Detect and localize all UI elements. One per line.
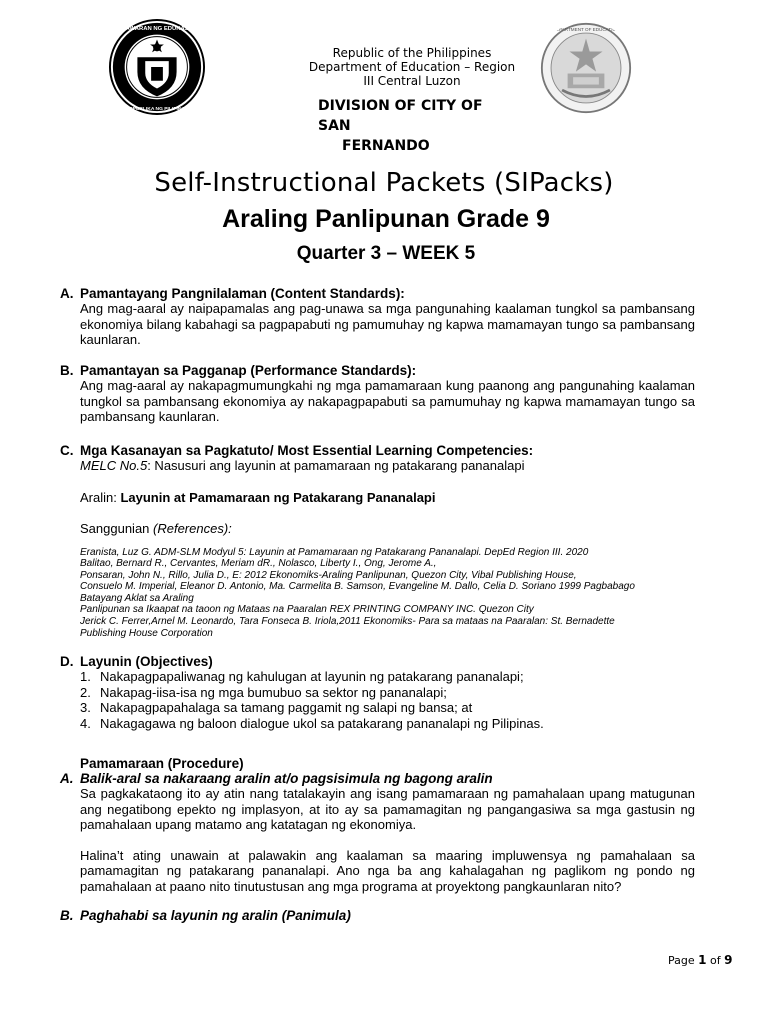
section-b-letter: B.: [60, 363, 74, 378]
page-total: 9: [724, 953, 733, 967]
document-title: Self-Instructional Packets (SIPacks): [154, 168, 614, 198]
page-word: Page: [668, 954, 699, 967]
section-d-title: Layunin (Objectives): [80, 654, 213, 669]
section-objectives: [60, 654, 695, 731]
sanggunian-label: Sanggunian: [80, 521, 154, 536]
melc-label: MELC No.5: [80, 458, 148, 473]
reference-item: Eranista, Luz G. ADM-SLM Modyul 5: Layunin at Pamamaraan ng Patakarang Pananalapi. DepEd Region III. 2020: [80, 546, 589, 558]
aralin-line: [80, 490, 695, 506]
list-item: [80, 716, 695, 732]
header-address: [292, 46, 532, 88]
melc-line: [80, 458, 695, 474]
aralin-title: Layunin at Pamamaraan ng Patakarang Pananalapi: [120, 489, 436, 505]
quarter-title: Quarter 3 – WEEK 5: [296, 243, 476, 264]
procedure-a-paragraph-1: Sa pagkakataong ito ay atin nang tatalakayin ang isang pamamaraan ng pamahalaan upang matugunan ang negatibong epekto ng implasyon, at ito ay sa pamamagitan ng pangangasiwa sa mga gastusin ng pamahalaan upang matamo ang katatagan ng ekonomiya.: [80, 786, 695, 832]
subject-title: Araling Panlipunan Grade 9: [222, 205, 550, 233]
header-line-region: III Central Luzon: [363, 74, 461, 88]
list-text: Nakapagpapahalaga sa tamang paggamit ng salapi ng bansa; at: [100, 700, 473, 715]
section-a-heading: [60, 286, 695, 301]
list-number: 4.: [80, 715, 91, 731]
procedure-b-title: Paghahabi sa layunin ng aralin (Panimula): [80, 908, 351, 923]
sanggunian-ref: (References):: [153, 521, 232, 536]
sanggunian-line: [80, 521, 695, 537]
section-d-heading: [60, 654, 695, 669]
division-seal-logo: [540, 20, 632, 116]
procedure-a-letter: A.: [60, 771, 74, 786]
section-a-body: Ang mag-aaral ay naipapamalas ang pag-unawa sa mga pangunahing kaalaman tungkol sa pambansang ekonomiya bilang kabahagi sa pagpapabuti ng pamumuhay ng kapwa mamamayan tungo sa pambansang kaunlaran.: [80, 301, 695, 347]
reference-item: Publishing House Corporation: [80, 627, 213, 639]
reference-item: Consuelo M. Imperial, Eleanor D. Antonio, Ma. Carmelita B. Samson, Evangeline M. Dallo, Celia D. Soriano 1999 Pagbabago: [80, 581, 635, 593]
procedure-a-paragraph-2: Halina’t ating unawain at palawakin ang kaalaman sa maaring impluwensya ng pamahalaan sa pamamagitan ng patakarang pananalapi. Ano nga ba ang kahalagahan ng paglikom ng pondo ng pamahalaan at paano nito tinutustusan ang mga programa at proyektong pangkaunlaran nito?: [80, 847, 695, 894]
section-c-title: Mga Kasanayan sa Pagkatuto/ Most Essential Learning Competencies:: [80, 443, 534, 458]
aralin-label: Aralin:: [80, 489, 121, 505]
list-item: [80, 685, 695, 701]
reference-item: Batayang Aklat sa Araling: [80, 592, 194, 604]
objectives-list: [80, 669, 695, 731]
section-procedure: [60, 756, 695, 923]
section-a-letter: A.: [60, 286, 74, 301]
list-item: [80, 669, 695, 685]
list-text: Nakagagawa ng baloon dialogue ukol sa patakarang pananalapi ng Pilipinas.: [100, 715, 544, 731]
svg-text:REPUBLIKA NG PILIPINAS: REPUBLIKA NG PILIPINAS: [125, 107, 189, 113]
procedure-b-heading: [60, 908, 695, 923]
division-line-1: DIVISION OF CITY OF SAN: [318, 98, 483, 134]
section-b-body: Ang mag-aaral ay nakapagmumungkahi ng mga pamamaraan kung paanong ang pangunahing kaalaman tungkol sa pambansang ekonomiya ay nakapagpapabuti sa pamumuhay ng kapwa mamamayan tungo sa pambansang kaunlaran.: [80, 378, 695, 424]
list-number: 3.: [80, 700, 91, 715]
section-c-letter: C.: [60, 443, 74, 458]
procedure-heading: Pamamaraan (Procedure): [80, 756, 244, 771]
list-item: [80, 700, 695, 716]
svg-text:KAGAWARAN NG EDUKASYON: KAGAWARAN NG EDUKASYON: [112, 25, 202, 32]
svg-text:DEPARTMENT OF EDUCATION: DEPARTMENT OF EDUCATION: [552, 27, 620, 33]
page-of-word: of: [706, 954, 725, 967]
list-text: Nakapag-iisa-isa ng mga bumubuo sa sektor ng pananalapi;: [100, 684, 447, 700]
deped-seal-logo: [108, 18, 206, 116]
division-line-2: FERNANDO: [342, 138, 430, 154]
reference-item: Balitao, Bernard R., Cervantes, Meriam dR., Nolasco, Liberty I., Ong, Jerome A.,: [80, 558, 437, 570]
section-b-heading: [60, 363, 695, 378]
section-d-letter: D.: [60, 654, 74, 669]
reference-item: Jerick C. Ferrer,Arnel M. Leonardo, Tara Fonseca B. Iriola,2011 Ekonomiks- Para sa mataas na Paaralan: St. Bernadette: [80, 616, 615, 628]
section-competencies: [60, 443, 695, 639]
reference-item: Ponsaran, John N., Rillo, Julia D., E: 2012 Ekonomiks-Araling Panlipunan, Quezon City, Vibal Publishing House,: [80, 569, 577, 581]
melc-text: : Nasusuri ang layunin at pamamaraan ng patakarang pananalapi: [147, 458, 525, 473]
reference-item: Panlipunan sa Ikaapat na taoon ng Mataas na Paaralan REX PRINTING COMPANY INC. Quezon City: [80, 604, 534, 616]
header-line-republic: Republic of the Philippines: [332, 46, 492, 60]
section-c-heading: [60, 443, 695, 458]
page-number: [668, 953, 732, 967]
procedure-a-title: Balik-aral sa nakaraang aralin at/o pagsisimula ng bagong aralin: [80, 771, 493, 786]
list-number: 1.: [80, 669, 91, 684]
division-name: [318, 96, 518, 156]
list-text: Nakapagpapaliwanag ng kahulugan at layunin ng patakarang pananalapi;: [100, 669, 524, 684]
procedure-a-heading: [60, 771, 695, 786]
section-performance-standards: [60, 363, 695, 425]
list-number: 2.: [80, 684, 91, 700]
section-content-standards: [60, 286, 695, 348]
page-current: 1: [698, 953, 707, 967]
header-line-department: Department of Education – Region: [308, 60, 516, 74]
references-list: [80, 547, 695, 640]
section-a-title: Pamantayang Pangnilalaman (Content Standards):: [80, 286, 405, 301]
section-b-title: Pamantayan sa Pagganap (Performance Standards):: [80, 363, 417, 378]
procedure-b-letter: B.: [60, 908, 74, 923]
